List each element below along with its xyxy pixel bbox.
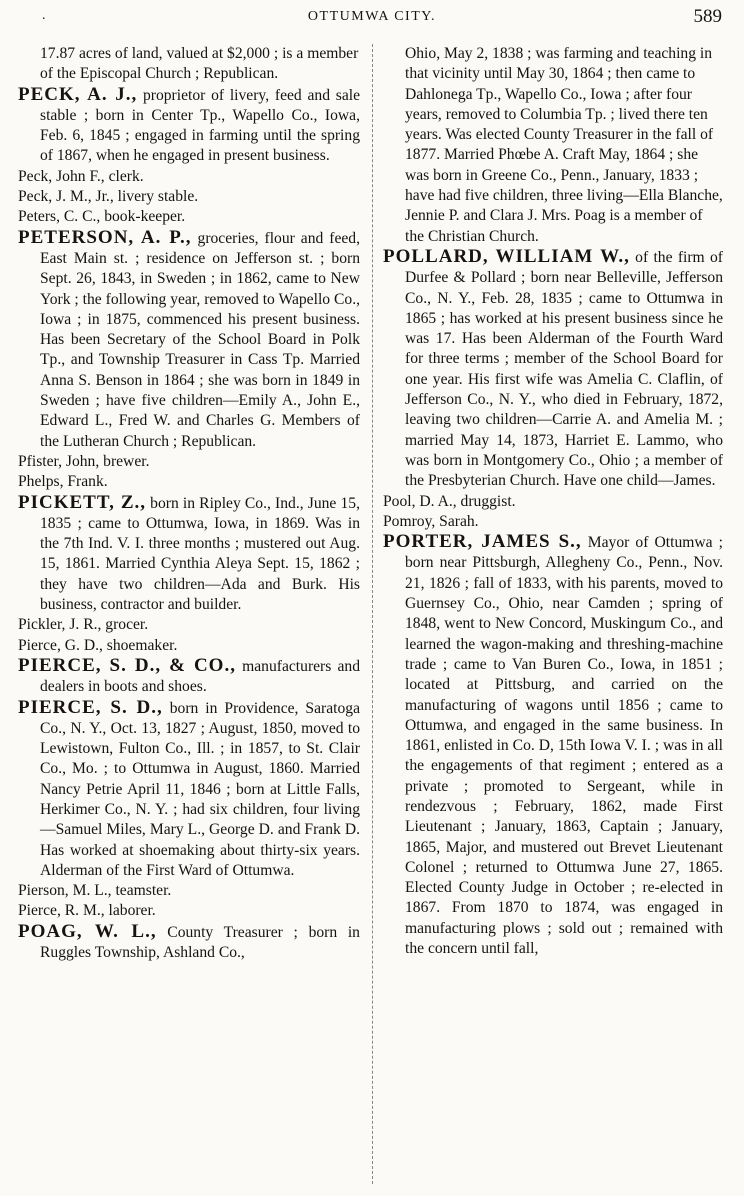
entry-name: PIERCE, S. D., & CO., <box>18 654 236 676</box>
entry-text: Ohio, May 2, 1838 ; was farming and teaching in that vicinity until May 30, 1864 ; then came to Dahlonega Tp., Wapello Co., Iowa ; after four years, removed to Columbia Tp. ; lived there ten years. Was elected County Treasurer in the fall of 1877. Married Phœbe A. Craft May, 1864 ; she was born in Greene Co., Penn., January, 1833 ; have had five children, three living—Ella Blanche, Jennie P. and Clara J. Mrs. Poag is a member of the Christian Church. <box>405 45 723 245</box>
entry-name: PORTER, JAMES S., <box>383 531 582 553</box>
directory-entry <box>18 493 360 616</box>
column-divider <box>372 44 373 1184</box>
entry-text: County Treasurer ; born in Ruggles Township, Ashland Co., <box>40 923 360 962</box>
right-column <box>383 44 723 959</box>
entry-text: proprietor of livery, feed and sale stable ; born in Center Tp., Wapello Co., Iowa, Feb. 6, 1845 ; engaged in farming until the spring of 1867, when he engaged in present business. <box>40 86 360 165</box>
entry-text: Pool, D. A., druggist. <box>383 492 516 510</box>
header-title: OTTUMWA CITY. <box>307 9 437 24</box>
running-header <box>0 4 744 30</box>
entry-text: Pierce, R. M., laborer. <box>18 902 156 920</box>
entry-text: born in Providence, Saratoga Co., N. Y., Oct. 13, 1827 ; August, 1850, moved to Lewistown, Fulton Co., Ill. ; in 1857, to St. Clair Co., Mo. ; to Ottumwa in August, 1860. Married Nancy Petrie April 11, 1846 ; born at Little Falls, Herkimer Co., N. Y. ; had six children, four living—Samuel Miles, Mary L., George D. and Frank D. Has worked at shoemaking about thirty-six years. Alderman of the First Ward of Ottumwa. <box>40 699 360 879</box>
directory-entry <box>18 228 360 452</box>
entry-text: Pierce, G. D., shoemaker. <box>18 636 178 654</box>
entry-text: 17.87 acres of land, valued at $2,000 ; is a member of the Episcopal Church ; Republican. <box>40 45 359 83</box>
entry-text: Peck, John F., clerk. <box>18 167 144 185</box>
directory-line <box>18 901 360 921</box>
entry-name: PIERCE, S. D., <box>18 696 163 718</box>
directory-entry <box>383 247 723 492</box>
directory-line <box>18 207 360 227</box>
directory-line <box>18 187 360 207</box>
directory-entry <box>18 698 360 882</box>
directory-line <box>18 636 360 656</box>
entry-text: Pierson, M. L., teamster. <box>18 882 172 900</box>
entry-text: Pfister, John, brewer. <box>18 452 150 470</box>
entry-text: Peters, C. C., book-keeper. <box>18 208 186 226</box>
directory-entry <box>383 532 723 959</box>
left-column <box>18 44 360 963</box>
entry-name: PETERSON, A. P., <box>18 226 192 248</box>
entry-text: manufacturers and dealers in boots and shoes. <box>40 657 360 696</box>
directory-entry <box>18 85 360 167</box>
entry-text: Mayor of Ottumwa ; born near Pittsburgh, Allegheny Co., Penn., Nov. 21, 1826 ; fall of 1833, with his parents, moved to Guernsey Co., Ohio, near Camden ; spring of 1848, went to New Concord, Muskingum Co., and learned the wagon-making and threshing-machine trade ; came to Van Buren Co., Iowa, in 1851 ; located at Pittsburg, and carried on the manufacturing of wagons until 1856 ; came to Ottumwa, and engaged in the same business. In 1861, enlisted in Co. D, 15th Iowa V. I. ; was in all the engagements of that regiment ; entered as a private ; promoted to Sergeant, while in rendezvous ; February, 1862, made First Lieutenant ; January, 1863, Captain ; January, 1865, Major, and mustered out Brevet Lieutenant Colonel ; returned to Ottumwa June 27, 1865. Elected County Judge in October ; re-elected in 1867. From 1870 to 1874, was engaged in manufacturing plows ; sold out ; remained with the concern until fall, <box>405 534 723 958</box>
entry-text: of the firm of Durfee & Pollard ; born near Belleville, Jefferson Co., N. Y., Feb. 28, 1835 ; came to Ottumwa in 1865 ; has worked at his present business since he was 17. Has been Alderman of the Fourth Ward for three terms ; member of the School Board for one year. His first wife was Amelia C. Claflin, of Jefferson Co., N. Y., who died in February, 1872, leaving two children—Carrie A. and Amelia M. ; married May 14, 1873, Harriet E. Lammo, who was born in Montgomery Co., Ohio ; a member of the Presbyterian Church. Have one child—James. <box>405 248 723 490</box>
entry-name: POAG, W. L., <box>18 920 157 942</box>
directory-line <box>18 615 360 635</box>
directory-line <box>383 44 723 247</box>
entry-text: Pickler, J. R., grocer. <box>18 616 149 634</box>
entry-text: Pomroy, Sarah. <box>383 512 479 530</box>
directory-line <box>18 167 360 187</box>
entry-text: Peck, J. M., Jr., livery stable. <box>18 188 199 206</box>
directory-line <box>383 512 723 532</box>
entry-text: groceries, flour and feed, East Main st. ; residence on Jefferson st. ; born Sept. 26, 1843, in Sweden ; in 1862, came to New York ; the following year, removed to Wapello Co., Iowa ; in 1875, commenced his present business. Has been Secretary of the School Board in Polk Tp., and Township Treasurer in Cass Tp. Married Anna S. Benson in 1864 ; she was born in 1849 in Sweden ; have five children—Emily A., John E., Edward L., Fred W. and Charles G. Members of the Lutheran Church ; Republican. <box>40 229 360 450</box>
entry-text: Phelps, Frank. <box>18 473 108 491</box>
directory-line <box>383 492 723 512</box>
directory-entry <box>18 656 360 698</box>
header-dot: . <box>42 8 46 23</box>
directory-entry <box>18 922 360 964</box>
directory-line <box>18 44 360 85</box>
entry-name: PECK, A. J., <box>18 83 138 105</box>
entry-name: PICKETT, Z., <box>18 491 147 513</box>
entry-name: POLLARD, WILLIAM W., <box>383 245 630 267</box>
directory-line <box>18 452 360 472</box>
entry-text: born in Ripley Co., Ind., June 15, 1835 ; came to Ottumwa, Iowa, in 1869. Was in the 7th Ind. V. I. three months ; mustered out Aug. 15, 1861. Married Cynthia Aleya Sept. 15, 1862 ; they have two children—Ada and Burk. His business, contractor and builder. <box>40 494 360 614</box>
directory-line <box>18 472 360 492</box>
directory-line <box>18 881 360 901</box>
page-number: 589 <box>693 6 722 27</box>
